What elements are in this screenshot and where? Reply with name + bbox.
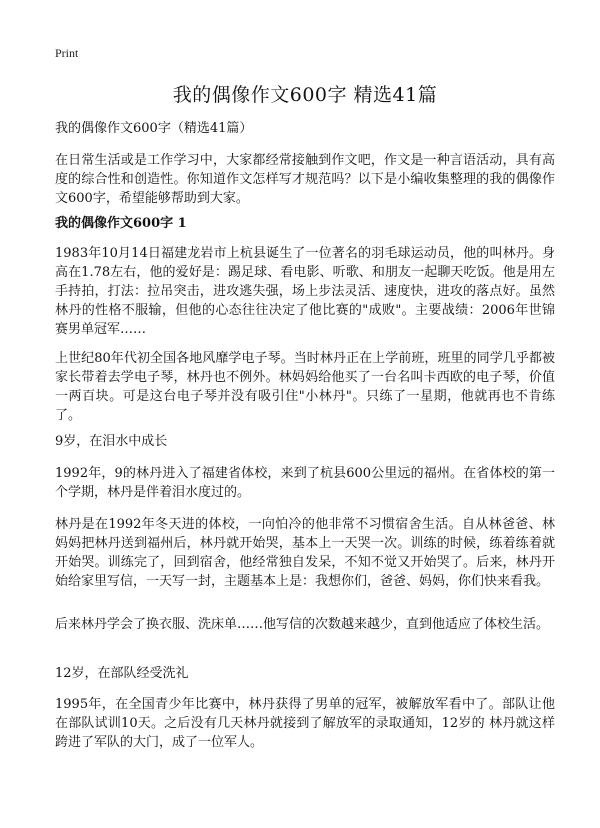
paragraph-3: 1992年，9的林丹进入了福建省体校，来到了杭县600公里远的福州。在省体校的第一个学期，林丹是伴着泪水度过的。 [55,466,555,500]
subheading-age-12: 12岁，在部队经受洗礼 [55,666,189,681]
document-subtitle: 我的偶像作文600字（精选41篇） [55,121,253,136]
print-label: Print [55,46,79,60]
section-heading: 我的偶像作文600字 1 [55,216,187,231]
subheading-age-9: 9岁，在泪水中成长 [55,434,168,449]
paragraph-5: 后来林丹学会了换衣服、洗床单……他写信的次数越来越少，直到他适应了体校生活。 [55,617,550,632]
intro-paragraph: 在日常生活或是工作学习中，大家都经常接触到作文吧，作文是一种言语活动，具有高度的综合性和创造性。你知道作文怎样写才规范吗？以下是小编收集整理的我的偶像作文600字，希望能够帮助到大家。 [55,153,555,206]
paragraph-4: 林丹是在1992年冬天进的体校，一向怕冷的他非常不习惯宿舍生活。自从林爸爸、林妈妈把林丹送到福州后，林丹就开始哭，基本上一天哭一次。训练的时候，练着练着就开始哭。训练完了，回到宿舍，他经常独自发呆，不知不觉又开始哭了。后来，林丹开始给家里写信，一天写一封，主题基本上是：我想你们，爸爸、妈妈，你们快来看我。 [55,517,555,589]
page-title: 我的偶像作文600字 精选41篇 [172,84,438,106]
paragraph-1: 1983年10月14日福建龙岩市上杭县诞生了一位著名的羽毛球运动员，他的叫林丹。身高在1.78左右，他的爱好是：踢足球、看电影、听歌、和朋友一起聊天吃饭。他是用左手持拍，打法：拉吊突击，进攻逃失强，场上步法灵活、速度快，进攻的落点好。虽然林丹的性格不服输，但他的心态往往决定了他比赛的"成败"。主要战绩：2006年世锦赛男单冠军…… [55,246,555,337]
paragraph-6: 1995年，在全国青少年比赛中，林丹获得了男单的冠军，被解放军看中了。部队让他在部队试训10天。之后没有几天林丹就接到了解放军的录取通知，12岁的 林丹就这样跨进了军队的大门，成了一位军人。 [55,697,555,750]
paragraph-2: 上世纪80年代初全国各地风靡学电子琴。当时林丹正在上学前班，班里的同学几乎都被家长带着去学电子琴，林丹也不例外。林妈妈给他买了一台名叫卡西欧的电子琴，价值一两百块。可是这台电子琴并没有吸引住"小林丹"。只练了一星期，他就再也不肯练了。 [55,351,555,423]
